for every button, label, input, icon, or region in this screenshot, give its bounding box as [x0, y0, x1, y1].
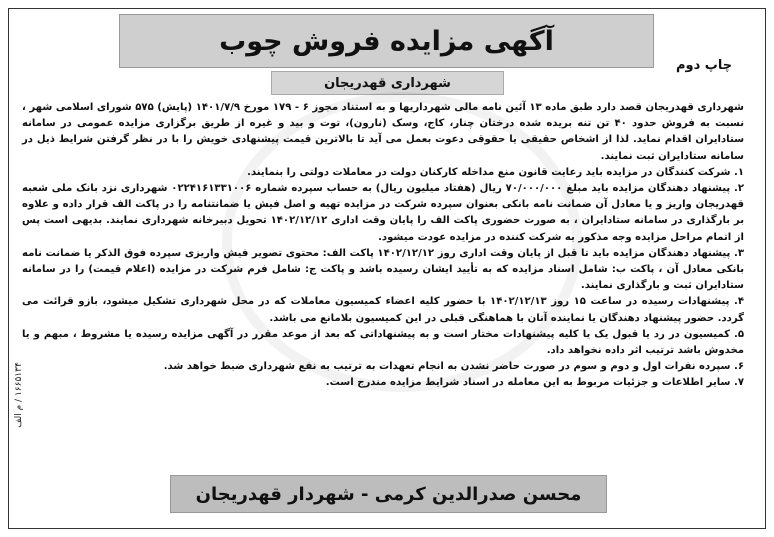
condition-item-7: ۷. سایر اطلاعات و جزئیات مربوط به این معامله در اسناد شرایط مزایده مندرج است. [325, 377, 744, 389]
title-banner [119, 14, 654, 68]
condition-item-4: ۴. پیشنهادات رسیده در ساعت ۱۵ روز ۱۴۰۲/۱۲/۱۳ با حضور کلیه اعضاء کمیسیون معاملات که در محل شهرداری تشکیل میشود، بازو قرائت می گردد. حضور پیشنهاد دهندگان یا نماینده آنان با هماهنگی قبلی در این کمیسیون بلامانع می باشد. [22, 296, 744, 324]
intro-text: قصد دارد طبق ماده ۱۳ آئین نامه مالی شهرداریها و به استناد مجوز ۶ - ۱۷۹ مورخ ۱۴۰۱/۷/۹ (پایش) ۵۷۵ شورای اسلامی شهر ، نسبت به فروش حدود ۴۰ تن تنه بریده شده درختان چنار، کاج، وسک (نارون)، توت و بید و غیره از طریق برگزاری مزایده عمومی در سامانه ستادایران اقدام نماید. لذا از اشخاص حقیقی یا حقوقی دعوت بعمل می آید تا بالاترین قیمت پیشنهادی خویش را با در نظر گرفتن شرایط ذیل در سامانه ستادایران ثبت نمایند. [22, 102, 744, 162]
condition-item-1: ۱. شرکت کنندگان در مزایده باید رعایت قانون منع مداخله کارکنان دولت در معاملات دولتی را بنمایند. [247, 166, 744, 178]
condition-item-5: ۵. کمیسیون در رد یا قبول یک یا کلیه پیشنهادات مختار است و به پیشنهاداتی که بعد از موعد مقرر در آگهی مزایده رسیده یا مشروط ، مبهم و یا مخدوش باشد ترتیب اثر داده نخواهد داد. [22, 328, 744, 357]
condition-item-6: ۶. سپرده نفرات اول و دوم و سوم در صورت حاضر نشدن به انجام تعهدات به ترتیب به نفع شهرداری ضبط خواهد شد. [163, 361, 744, 373]
intro-lead: شهرداری قهدریجان [645, 102, 744, 113]
edition-label: چاپ دوم [676, 58, 733, 73]
notice-body [22, 100, 744, 392]
condition-item-3: ۳. پیشنهاد دهندگان مزایده باید تا قبل از پایان وقت اداری روز ۱۴۰۲/۱۲/۱۲ پاکت الف: محتوی تصویر فیش واریزی سپرده فوق الذکر یا ضمانت نامه بانکی معادل آن ، پاکت ب: شامل اسناد مزایده که به تأیید ایشان رسیده باشد و پاکت ج: شامل فرم شرکت در مزایده (اعلام قیمت) را در سامانه ستادایران ثبت و بارگذاری نمایند. [22, 247, 744, 292]
signature-text: محسن صدرالدین کرمی - شهردار قهدریجان [195, 483, 582, 505]
signature-banner [170, 475, 607, 513]
organization-name: شهرداری قهدریجان [324, 75, 451, 91]
notice-title: آگهی مزایده فروش چوب [219, 25, 554, 57]
condition-item-2: ۲. پیشنهاد دهندگان مزایده باید مبلغ ۷۰/۰۰۰/۰۰۰ ریال (هفتاد میلیون ریال) به حساب سپرده شماره ۰۲۲۴۱۶۱۳۳۱۰۰۶ شهرداری نزد بانک ملی شعبه قهدریجان واریز و یا معادل آن ضمانت نامه بانکی بعنوان سپرده شرکت در مزایده تهیه و اصل فیش یا ضمانتنامه را در پاکت الف قرار داده و علاوه بر بارگذاری در سامانه ستادایران ، به صورت حضوری پاکت الف را پایان وقت اداری ۱۴۰۲/۱۲/۱۲ تحویل دبیرخانه شهرداری نمایند. بدیهی است پس از اتمام مراحل مزایده وجه مذکور به شرکت کننده در مزایده عودت میشود. [22, 183, 745, 243]
organization-banner [271, 71, 504, 95]
intro-paragraph [22, 100, 744, 165]
reference-code: ۱۶۶۵۱۳۴ / م الف [14, 362, 24, 428]
